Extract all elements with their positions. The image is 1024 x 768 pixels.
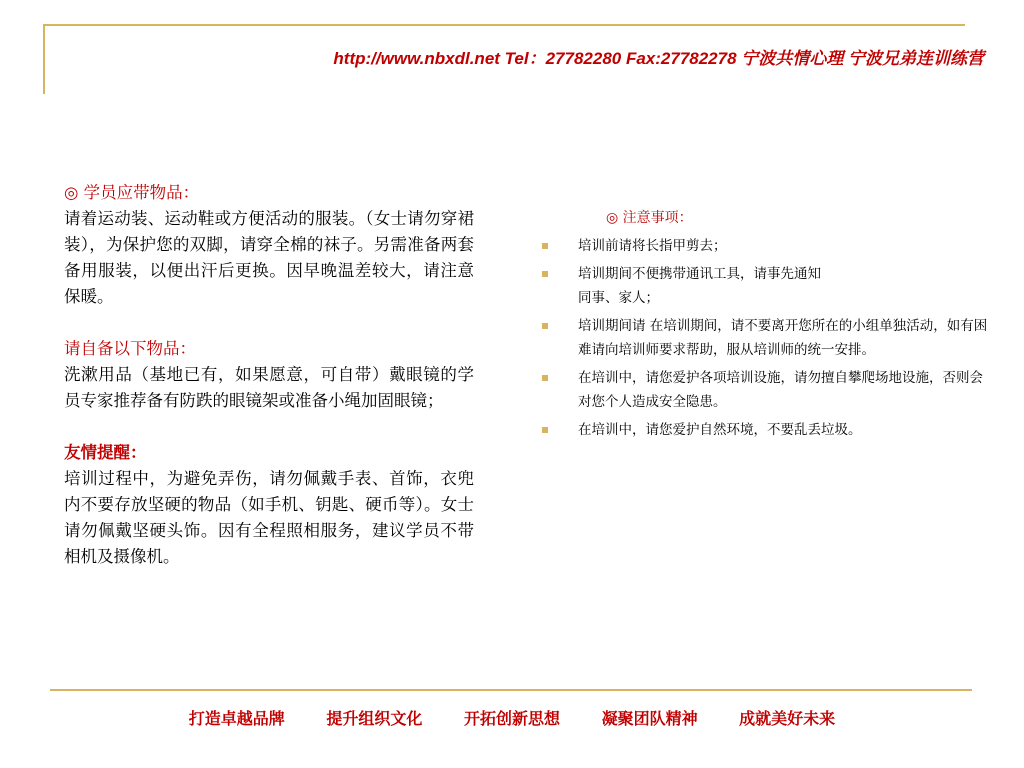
square-bullet-icon xyxy=(542,271,548,277)
section3-body: 培训过程中，为避免弄伤，请勿佩戴手表、首饰，衣兜内不要存放坚硬的物品（如手机、钥匙、硬币等）。女士请勿佩戴坚硬头饰。因有全程照相服务，建议学员不带相机及摄像机。 xyxy=(64,469,474,566)
right-column xyxy=(540,206,995,446)
footer-slogans xyxy=(0,706,1024,729)
left-column xyxy=(64,180,474,570)
square-bullet-icon xyxy=(542,243,548,249)
slogan-2: 提升组织文化 xyxy=(326,709,423,728)
list-item: 培训期间请 在培训期间，请不要离开您所在的小组单独活动，如有困难请向培训师要求帮助，服从培训师的统一安排。 xyxy=(540,314,995,362)
square-bullet-icon xyxy=(542,375,548,381)
list-item: 在培训中，请您爱护自然环境，不要乱丢垃圾。 xyxy=(540,418,995,442)
top-border-line xyxy=(43,24,965,26)
slogan-5: 成就美好未来 xyxy=(739,709,836,728)
section2-body: 洗漱用品（基地已有，如果愿意，可自带）戴眼镜的学员专家推荐备有防跌的眼镜架或准备小绳加固眼镜； xyxy=(64,365,474,410)
section2-title: 请自备以下物品： xyxy=(64,339,196,358)
slogan-4: 凝聚团队精神 xyxy=(601,709,698,728)
list-item: 培训前请将长指甲剪去； xyxy=(540,234,995,258)
left-border-line xyxy=(43,24,45,94)
notes-title: ◎ 注意事项： xyxy=(606,210,693,226)
list-item: 培训期间不便携带通讯工具，请事先通知 同事、家人； xyxy=(540,262,995,310)
square-bullet-icon xyxy=(542,323,548,329)
slogan-3: 开拓创新思想 xyxy=(463,709,560,728)
list-item: 在培训中，请您爱护各项培训设施，请勿擅自攀爬场地设施，否则会对您个人造成安全隐患。 xyxy=(540,366,995,414)
footer-divider xyxy=(50,689,972,691)
notes-list xyxy=(540,234,995,442)
section1-body: 请着运动装、运动鞋或方便活动的服装。（女士请勿穿裙装），为保护您的双脚，请穿全棉的袜子。另需准备两套备用服装，以便出汗后更换。因早晚温差较大，请注意保暖。 xyxy=(64,209,474,306)
slogan-1: 打造卓越品牌 xyxy=(188,709,285,728)
square-bullet-icon xyxy=(542,427,548,433)
section1-title: ◎ 学员应带物品： xyxy=(64,183,200,202)
header-contact: http://www.nbxdl.net Tel：27782280 Fax:27782278 宁波共情心理 宁波兄弟连训练营 xyxy=(333,49,984,68)
section3-title: 友情提醒： xyxy=(64,443,147,462)
